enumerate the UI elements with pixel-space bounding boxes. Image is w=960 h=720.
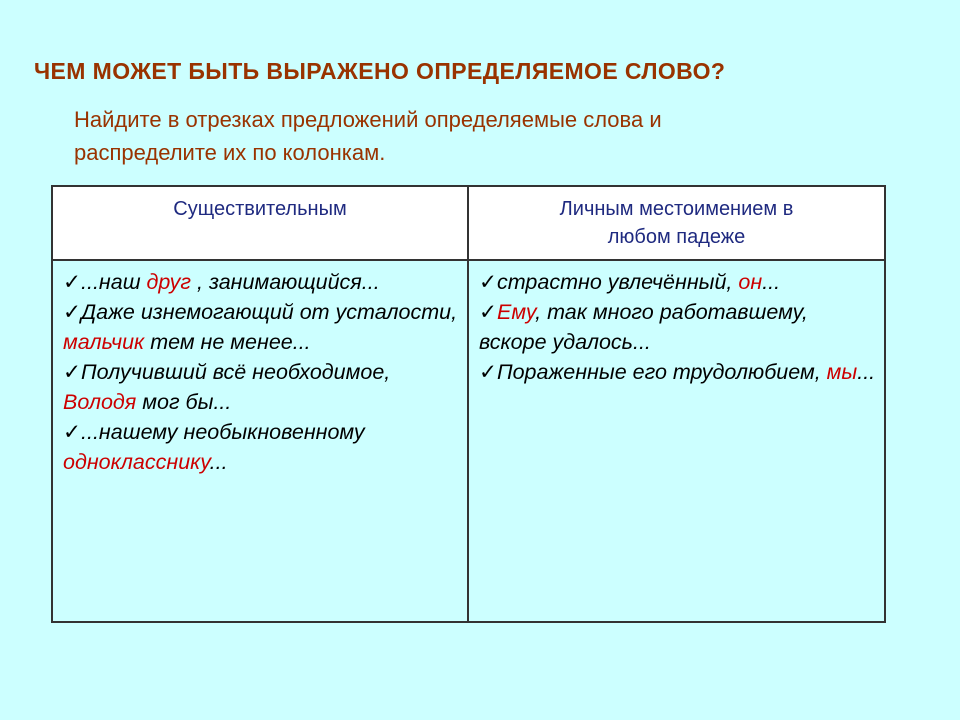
item-text-after: ... [857,360,876,384]
check-icon: ✓ [63,420,82,444]
header-pronoun [468,186,885,260]
item-text-before: ...нашему необыкновенному [81,420,365,444]
highlighted-word: Ему [497,300,536,324]
list-item [63,267,459,297]
header-noun-label: Существительным [173,198,347,220]
instruction-text [74,103,834,169]
table-header-row [52,186,885,260]
highlighted-word: мальчик [63,330,145,354]
list-item [479,297,876,357]
item-text-after: ... [209,450,228,474]
list-item [63,357,459,417]
slide-title: ЧЕМ МОЖЕТ БЫТЬ ВЫРАЖЕНО ОПРЕДЕЛЯЕМОЕ СЛОВО? [34,58,726,84]
item-text-after: тем не менее... [144,330,311,354]
check-icon: ✓ [479,360,498,384]
instruction-line-2: распределите их по колонкам. [74,140,386,165]
table-body-row [52,260,885,622]
classification-table [51,185,886,623]
highlighted-word: он [738,270,763,294]
noun-column-cell [52,260,468,622]
check-icon: ✓ [479,300,498,324]
item-text-after: ... [762,270,781,294]
instruction-line-1: Найдите в отрезках предложений определяемые слова и [74,107,662,132]
item-text-before: Получивший всё необходимое, [81,360,391,384]
check-icon: ✓ [63,300,82,324]
item-text-after: мог бы... [136,390,232,414]
header-pronoun-line-1: Личным местоимением в [559,198,794,220]
list-item [479,357,876,387]
item-text-before: страстно увлечённый, [497,270,739,294]
highlighted-word: однокласснику [63,450,210,474]
header-pronoun-line-2: любом падеже [607,226,746,248]
highlighted-word: друг [146,270,192,294]
item-text-before: ...наш [81,270,147,294]
pronoun-column-cell [468,260,885,622]
highlighted-word: мы [826,360,858,384]
item-text-before: Даже изнемогающий от усталости, [81,300,458,324]
item-text-after: , занимающийся... [191,270,380,294]
check-icon: ✓ [63,270,82,294]
list-item [63,297,459,357]
check-icon: ✓ [479,270,498,294]
item-text-before: Пораженные его трудолюбием, [497,360,827,384]
header-noun [52,186,468,260]
item-text-after: , так много работавшему, вскоре удалось... [479,300,808,354]
list-item [479,267,876,297]
list-item [63,417,459,477]
highlighted-word: Володя [63,390,137,414]
check-icon: ✓ [63,360,82,384]
